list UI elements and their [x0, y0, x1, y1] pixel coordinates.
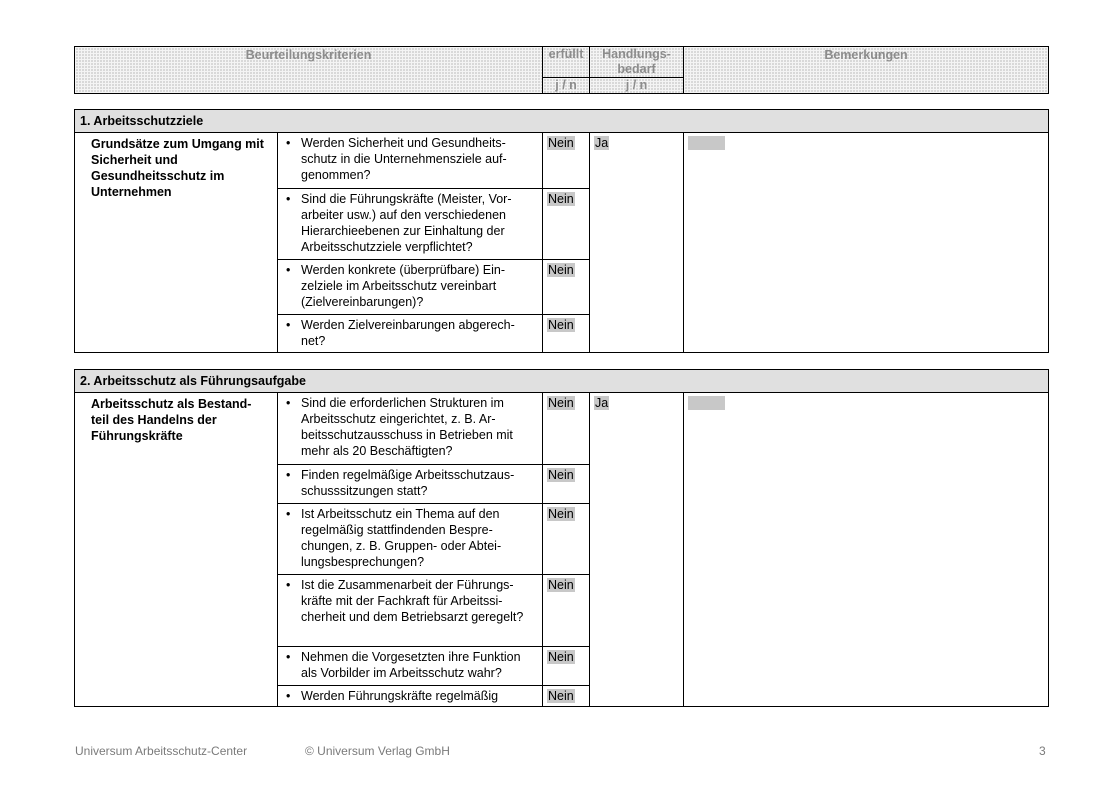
footer-copyright: © Universum Verlag GmbH: [305, 744, 450, 758]
question-text: Ist die Zusammenarbeit der Führungs-kräfte mit der Fachkraft für Arbeitssi-cherheit und dem Betriebsarzt geregelt?: [301, 578, 524, 624]
section-title: 2. Arbeitsschutz als Führungsaufgabe: [75, 370, 1049, 393]
bullet-icon: •: [286, 318, 291, 332]
bullet-icon: •: [286, 689, 291, 703]
answer-cell: [543, 315, 590, 353]
answer-fulfilled[interactable]: Nein: [548, 468, 574, 482]
answer-cell: [543, 647, 590, 686]
bullet-icon: •: [286, 650, 291, 664]
question-cell: [278, 189, 543, 260]
answer-cell: [543, 189, 590, 260]
bullet-icon: •: [286, 263, 291, 277]
answer-fulfilled[interactable]: Nein: [548, 650, 574, 664]
bullet-icon: •: [286, 468, 291, 482]
remarks-field[interactable]: [688, 396, 725, 410]
question-text: Werden Zielvereinbarungen abgerech-net?: [301, 318, 515, 348]
answer-fulfilled[interactable]: Nein: [548, 689, 574, 703]
bullet-icon: •: [286, 396, 291, 410]
action-cell: [590, 133, 684, 353]
section-table-1: [74, 109, 1049, 353]
action-cell: [590, 393, 684, 707]
question-text: Werden konkrete (überprüfbare) Ein-zelziele im Arbeitsschutz vereinbart (Zielvereinbarungen)?: [301, 263, 506, 309]
header-yn-fulfilled: j / n: [543, 78, 590, 94]
section-title: 1. Arbeitsschutzziele: [75, 110, 1049, 133]
header-remarks: Bemerkungen: [684, 47, 1049, 94]
answer-fulfilled[interactable]: Nein: [548, 192, 574, 206]
bullet-icon: •: [286, 578, 291, 592]
question-cell: [278, 504, 543, 575]
header-action-line2: bedarf: [617, 62, 656, 76]
answer-fulfilled[interactable]: Nein: [548, 136, 574, 150]
question-text: Werden Sicherheit und Gesundheits-schutz in die Unternehmensziele auf-genommen?: [301, 136, 507, 182]
question-text: Sind die erforderlichen Strukturen im Arbeitsschutz eingerichtet, z. B. Ar-beitsschutzausschuss in Betrieben mit mehr als 20 Beschäftigten?: [301, 396, 513, 458]
answer-cell: [543, 393, 590, 465]
remarks-cell: [684, 133, 1049, 353]
criterion-label: Arbeitsschutz als Bestand-teil des Handelns der Führungskräfte: [75, 393, 278, 707]
header-table: [74, 46, 1049, 94]
answer-cell: [543, 133, 590, 189]
answer-cell: [543, 575, 590, 647]
header-action-needed: [590, 47, 684, 78]
bullet-icon: •: [286, 507, 291, 521]
header-criteria: Beurteilungskriterien: [75, 47, 543, 94]
answer-action-needed[interactable]: Ja: [595, 136, 609, 150]
criterion-label: Grundsätze zum Umgang mit Sicherheit und Gesundheitsschutz im Unternehmen: [75, 133, 278, 353]
question-text: Nehmen die Vorgesetzten ihre Funktion als Vorbilder im Arbeitsschutz wahr?: [301, 650, 521, 680]
section-table-2: [74, 369, 1049, 707]
question-cell: [278, 133, 543, 189]
answer-cell: [543, 504, 590, 575]
answer-fulfilled[interactable]: Nein: [548, 507, 574, 521]
question-cell: [278, 465, 543, 504]
question-cell: [278, 260, 543, 315]
question-text: Ist Arbeitsschutz ein Thema auf den regelmäßig stattfindenden Bespre-chungen, z. B. Gruppen- oder Abtei-lungsbesprechungen?: [301, 507, 502, 569]
bullet-icon: •: [286, 136, 291, 150]
answer-fulfilled[interactable]: Nein: [548, 263, 574, 277]
header-yn-action: j / n: [590, 78, 684, 94]
answer-fulfilled[interactable]: Nein: [548, 318, 574, 332]
remarks-cell: [684, 393, 1049, 707]
header-fulfilled: erfüllt: [543, 47, 590, 78]
answer-action-needed[interactable]: Ja: [595, 396, 609, 410]
question-text: Finden regelmäßige Arbeitsschutzaus-schusssitzungen statt?: [301, 468, 515, 498]
question-cell: [278, 647, 543, 686]
question-row: [75, 393, 1049, 465]
question-row: [75, 133, 1049, 189]
page-number: 3: [1039, 744, 1046, 758]
footer-publisher-center: Universum Arbeitsschutz-Center: [75, 744, 248, 758]
question-cell: [278, 393, 543, 465]
answer-fulfilled[interactable]: Nein: [548, 396, 574, 410]
question-cell: [278, 315, 543, 353]
remarks-field[interactable]: [688, 136, 725, 150]
answer-cell: [543, 686, 590, 707]
header-action-line1: Handlungs-: [602, 47, 671, 61]
answer-fulfilled[interactable]: Nein: [548, 578, 574, 592]
answer-cell: [543, 260, 590, 315]
question-text: Werden Führungskräfte regelmäßig: [301, 689, 499, 703]
bullet-icon: •: [286, 192, 291, 206]
question-cell: [278, 575, 543, 647]
question-text: Sind die Führungskräfte (Meister, Vor-arbeiter usw.) auf den verschiedenen Hierarchieebenen zur Einhaltung der Arbeitsschutzziele verpflichtet?: [301, 192, 512, 254]
answer-cell: [543, 465, 590, 504]
question-cell: [278, 686, 543, 707]
